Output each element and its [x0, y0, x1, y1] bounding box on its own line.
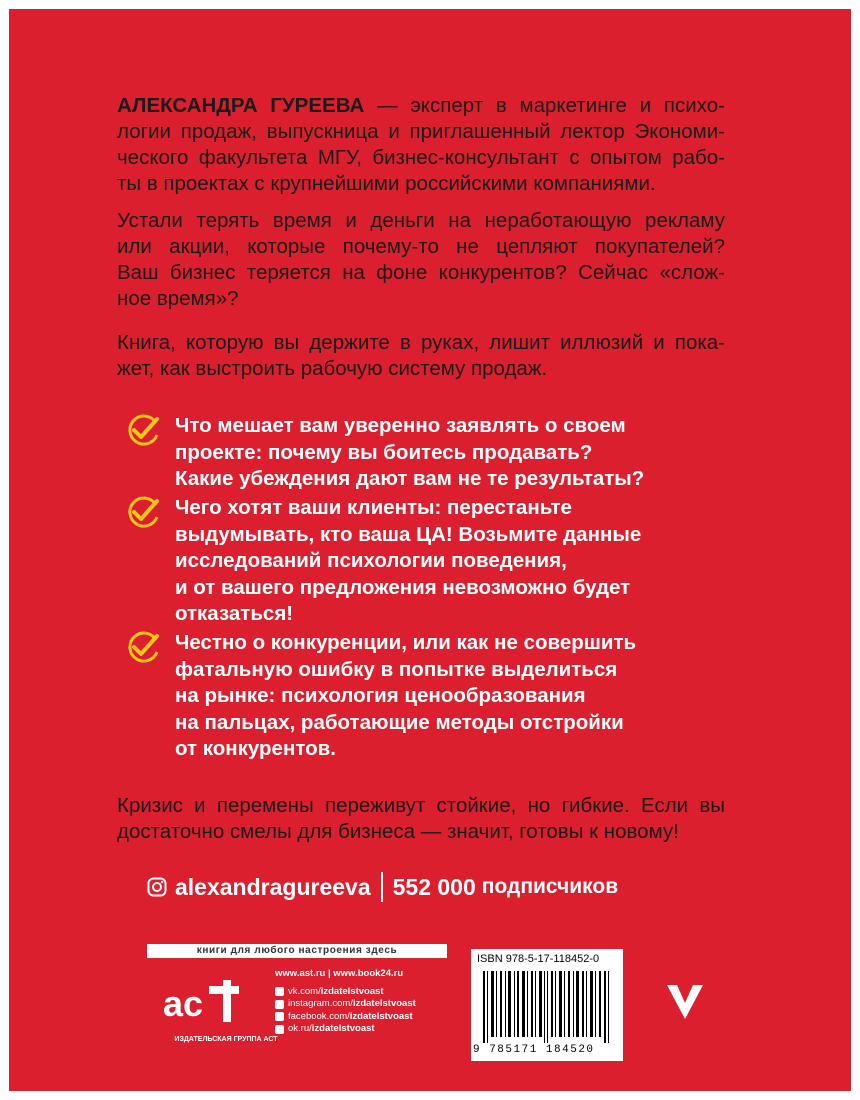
subscribers-label: подписчиков	[481, 875, 619, 898]
closing-paragraph	[117, 793, 725, 845]
instagram-promo	[147, 869, 618, 905]
checkmark-circle-icon	[125, 495, 161, 531]
instagram-handle[interactable]: alexandragureeva	[175, 873, 371, 900]
problem-paragraph	[117, 208, 725, 312]
checkmark-circle-icon	[125, 630, 161, 666]
publisher-tagline: книги для любого настроения здесь	[147, 944, 447, 958]
barcode-number: 9 785171 184520	[473, 1044, 595, 1056]
facebook-icon	[275, 1012, 284, 1021]
promise-line: Книга, которую вы держите в руках, лишит иллюзий и пока-	[117, 331, 725, 354]
closing-line: Кризис и перемены переживут стойкие, но гибкие. Если вы	[117, 794, 725, 817]
publisher-mark-icon	[665, 981, 705, 1021]
instagram-icon	[275, 1000, 284, 1009]
intro-line-1: АЛЕКСАНДРА ГУРЕЕВА — эксперт в маркетинге и психо-	[117, 94, 725, 117]
isbn-label: ISBN 978-5-17-118452-0	[477, 953, 600, 965]
divider	[381, 872, 383, 902]
problem-line: Устали терять время и деньги на неработающую рекламу	[117, 209, 725, 232]
ast-logo-caption: ИЗДАТЕЛЬСКАЯ ГРУППА АСТ	[174, 1036, 278, 1043]
publisher-links	[275, 968, 455, 1036]
subscribers-count: 552 000	[392, 873, 476, 900]
intro-line-2: логии продаж, выпускница и приглашенный лектор Экономи-	[117, 120, 725, 143]
bullet-text: Что мешает вам уверенно заявлять о своем проекте: почему вы боитесь продавать? Какие убеждения дают вам не те результаты?	[175, 414, 645, 490]
book-back-cover	[9, 9, 851, 1091]
checkmark-circle-icon	[125, 413, 161, 449]
instagram-icon	[147, 877, 167, 897]
author-intro-paragraph	[117, 93, 725, 197]
problem-line: ное время»?	[117, 287, 239, 310]
bullet-item	[125, 630, 685, 770]
author-name: АЛЕКСАНДРА ГУРЕЕВА	[117, 94, 365, 117]
ast-logo-icon	[161, 972, 241, 1032]
intro-line-3: ческого факультета МГУ, бизнес-консультант с опытом рабо-	[117, 146, 725, 169]
bullet-text: Чего хотят ваши клиенты: перестаньте выдумывать, кто ваша ЦА! Возьмите данные исследований психологии поведения, и от вашего предложения невозможно будет отказаться!	[175, 496, 642, 625]
link-vk[interactable]: vk.com/ izdatelstvoast	[275, 986, 455, 999]
barcode-icon	[477, 971, 617, 1043]
link-facebook[interactable]: facebook.com/ izdatelstvoast	[275, 1011, 455, 1024]
link-instagram[interactable]: instagram.com/ izdatelstvoast	[275, 998, 455, 1011]
intro-line-4: ты в проектах с крупнейшими российскими компаниями.	[117, 172, 656, 195]
ast-logo	[161, 972, 278, 1052]
odnoklassniki-icon	[275, 1025, 284, 1034]
book-promise-paragraph	[117, 330, 725, 382]
publisher-websites[interactable]: www.ast.ru | www.book24.ru	[275, 968, 404, 979]
publisher-panel	[147, 944, 457, 1064]
promise-line: жет, как выстроить рабочую систему продаж.	[117, 357, 548, 380]
isbn-barcode-box	[471, 949, 623, 1061]
bullet-item	[125, 413, 685, 503]
svg-text:ac: ac	[163, 983, 204, 1024]
vk-icon	[275, 987, 284, 996]
closing-line: достаточно смелы для бизнеса — значит, готовы к новому!	[117, 820, 679, 843]
link-ok[interactable]: ok.ru/ izdatelstvoast	[275, 1023, 455, 1036]
problem-line: или акции, которые почему-то не цепляют покупателей?	[117, 235, 725, 258]
bullet-text: Честно о конкуренции, или как не совершить фатальную ошибку в попытке выделиться на рынке: психология ценообразования на пальцах, работающие методы отстройки от конкурентов.	[175, 631, 637, 760]
problem-line: Ваш бизнес теряется на фоне конкурентов? Сейчас «слож-	[117, 261, 725, 284]
bullet-item	[125, 495, 685, 635]
